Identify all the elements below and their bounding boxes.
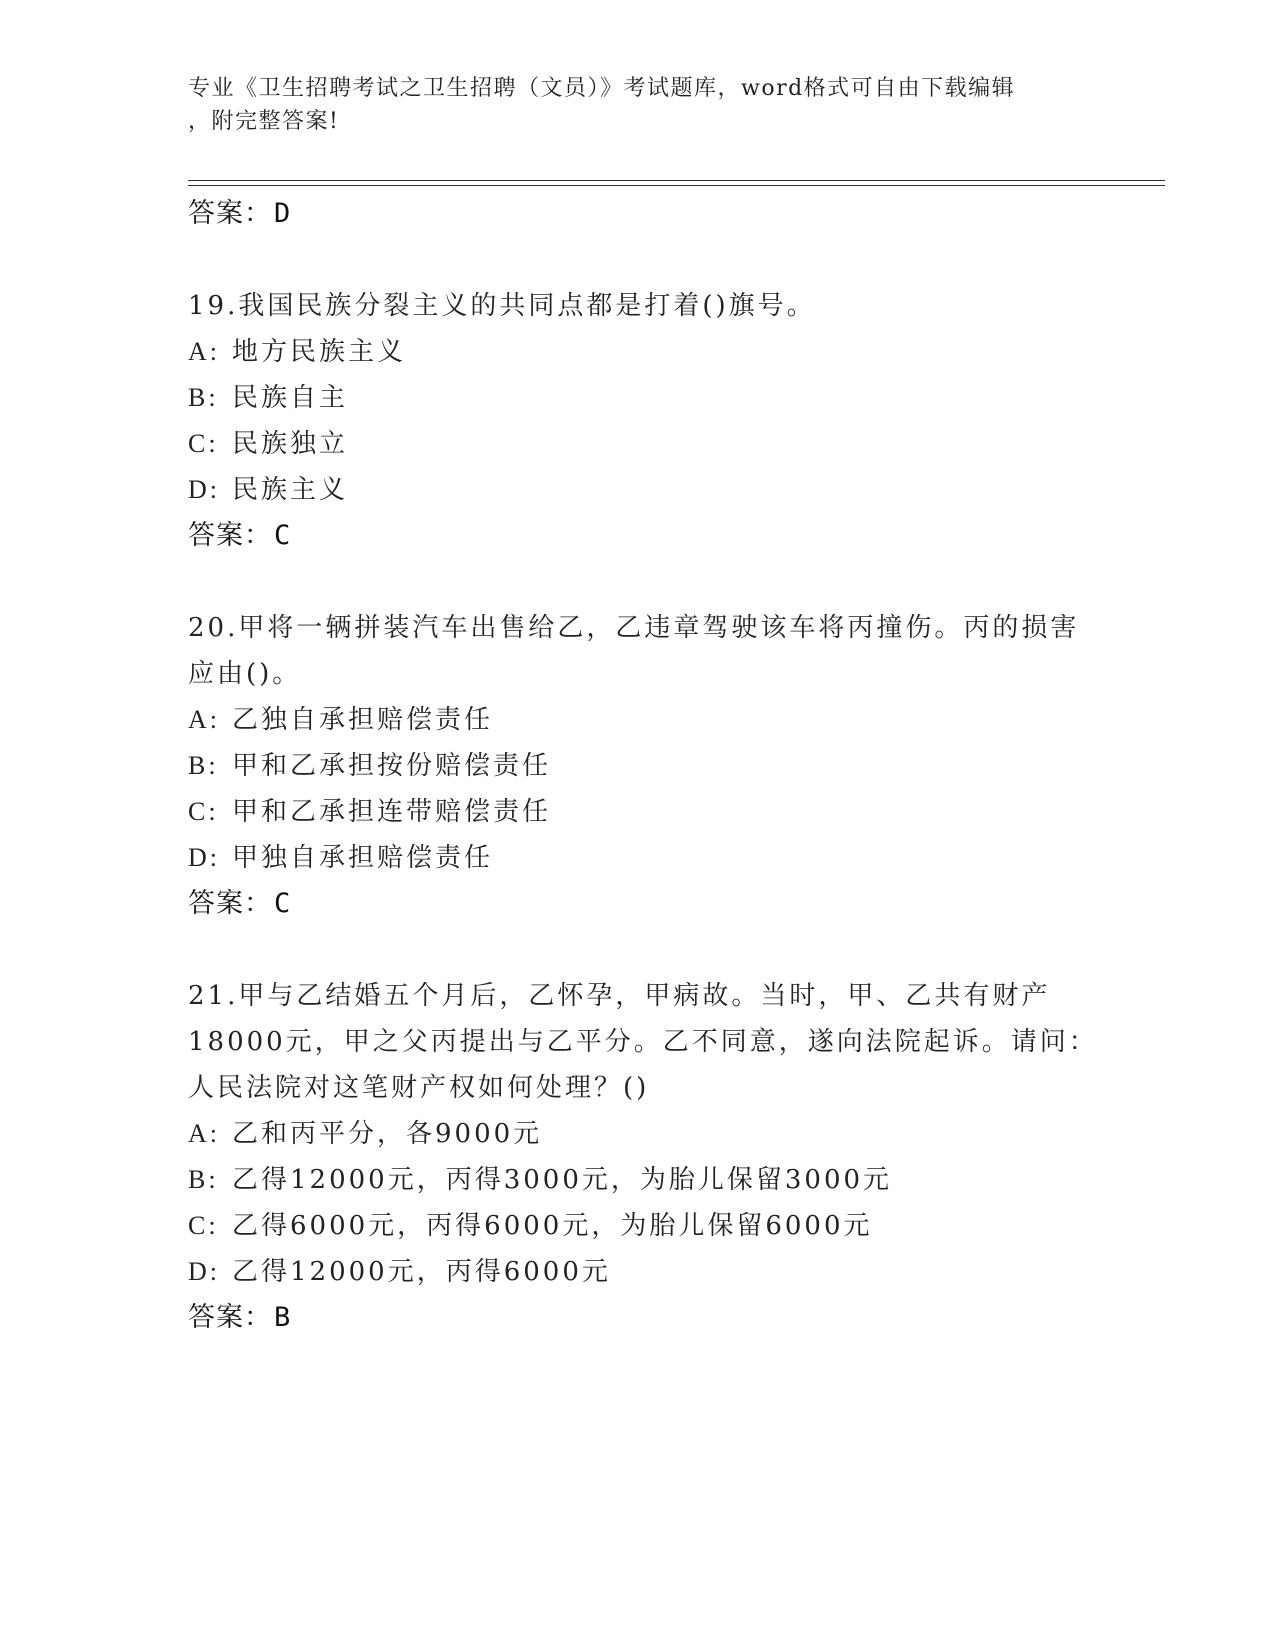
option-text: 民族主义: [232, 475, 349, 505]
question-stem: 人民法院对这笔财产权如何处理？(): [188, 1073, 650, 1103]
option-text: 民族独立: [232, 429, 349, 459]
answer-value: B: [274, 1302, 292, 1333]
option-text: 乙得6000元，丙得6000元，为胎儿保留6000元: [232, 1211, 873, 1241]
option-key: B:: [188, 751, 219, 780]
option-key: C:: [188, 797, 219, 826]
question-stem: 18000元，甲之父丙提出与乙平分。乙不同意，遂向法院起诉。请问：: [188, 1027, 1098, 1057]
option-b: [188, 743, 1088, 789]
question-stem: 应由()。: [188, 659, 302, 689]
question-19: [188, 283, 1088, 559]
option-c: [188, 1203, 1088, 1249]
document-body: [188, 191, 1098, 1341]
option-a: [188, 329, 1088, 375]
option-key: B:: [188, 383, 219, 412]
question-21: [188, 973, 1098, 1341]
document-header: [188, 72, 1078, 138]
answer-value: C: [274, 888, 292, 919]
option-text: 民族自主: [232, 383, 349, 413]
option-key: D:: [188, 843, 220, 872]
previous-answer: [188, 191, 1088, 237]
answer: [188, 1295, 1088, 1341]
option-text: 乙独自承担赔偿责任: [232, 705, 494, 735]
answer-label: 答案：: [188, 198, 272, 229]
option-b: [188, 1157, 1088, 1203]
question-20: [188, 605, 1088, 927]
option-a: [188, 697, 1088, 743]
option-d: [188, 1249, 1088, 1295]
header-line-2: ，附完整答案!: [188, 109, 340, 134]
option-c: [188, 789, 1088, 835]
option-text: 乙得12000元，丙得3000元，为胎儿保留3000元: [232, 1165, 893, 1195]
answer-label: 答案：: [188, 888, 272, 919]
option-key: A:: [188, 1119, 220, 1148]
option-text: 地方民族主义: [232, 337, 407, 367]
option-text: 乙得12000元，丙得6000元: [232, 1257, 611, 1287]
option-key: C:: [188, 429, 219, 458]
option-d: [188, 467, 1088, 513]
header-divider: [188, 180, 1165, 186]
option-key: D:: [188, 475, 220, 504]
option-d: [188, 835, 1088, 881]
option-text: 甲和乙承担连带赔偿责任: [232, 797, 552, 827]
option-key: B:: [188, 1165, 219, 1194]
option-text: 甲和乙承担按份赔偿责任: [232, 751, 552, 781]
option-text: 乙和丙平分，各9000元: [232, 1119, 543, 1149]
answer-label: 答案：: [188, 520, 272, 551]
answer-label: 答案：: [188, 1302, 272, 1333]
option-text: 甲独自承担赔偿责任: [232, 843, 494, 873]
question-stem: 19.我国民族分裂主义的共同点都是打着()旗号。: [188, 291, 816, 321]
option-key: A:: [188, 337, 220, 366]
answer: [188, 513, 1088, 559]
question-stem: 21.甲与乙结婚五个月后，乙怀孕，甲病故。当时，甲、乙共有财产: [188, 981, 1051, 1011]
answer-value: C: [274, 520, 292, 551]
option-key: D:: [188, 1257, 220, 1286]
option-a: [188, 1111, 1088, 1157]
question-stem: 20.甲将一辆拼装汽车出售给乙，乙违章驾驶该车将丙撞伤。丙的损害: [188, 613, 1080, 643]
answer-value: D: [274, 198, 292, 229]
option-b: [188, 375, 1088, 421]
answer: [188, 881, 1088, 927]
option-key: A:: [188, 705, 220, 734]
header-line-1: 专业《卫生招聘考试之卫生招聘（文员）》考试题库，word格式可自由下载编辑: [188, 76, 1016, 101]
option-c: [188, 421, 1088, 467]
option-key: C:: [188, 1211, 219, 1240]
